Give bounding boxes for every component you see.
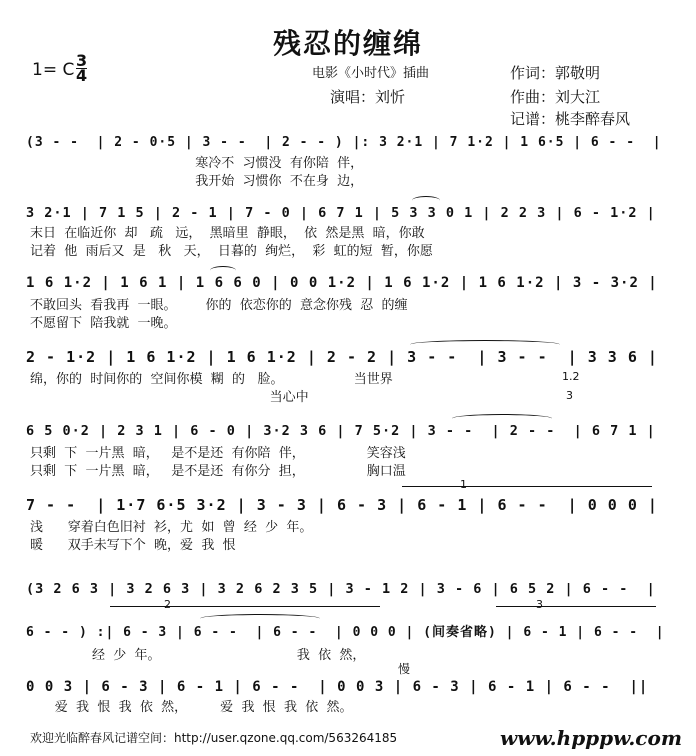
notation-row-8 [22,622,665,644]
notes: 6 5 0·2 | 2 3 1 | 6 - 0 | 3·2 3 6 | 7 5·2 | 3 - - | 2 - - | 6 7 1 | [26,423,656,439]
notation-row-3 [22,272,662,294]
lyric-line: 不愿留下 陪我就 一晚。 [30,316,177,331]
key-signature: 1= C [32,60,75,80]
lyric-line: 只剩 下 一片黑 暗， 是不是还 有你分 担， 胸口温 [30,464,406,479]
notation-row-7 [22,578,662,600]
subtitle: 电影《小时代》插曲 [312,66,430,81]
notes: 7 - - | 1·7 6·5 3·2 | 3 - 3 | 6 - 3 | 6 - 1 | 6 - - | 0 0 0 | [26,496,658,514]
composer: 作曲：刘大江 [510,88,601,106]
slur [412,196,440,205]
slur [210,266,236,275]
notation-row-2 [22,202,662,224]
lyric-line: 我开始 习惯你 不在身 边， [30,174,364,189]
watermark: www.hpppw.com [500,726,682,750]
lyric-line: 只剩 下 一片黑 暗， 是不是还 有你陪 伴， 笑容浅 [30,446,406,461]
lyric-line: 绵，你的 时间你的 空间你模 糊 的 脸。 当世界 [30,372,393,387]
notation-row-6 [22,494,662,516]
notes: (3 2 6 3 | 3 2 6 3 | 3 2 6 2 3 5 | 3 - 1 2 | 3 - 6 | 6 5 2 | 6 - - | [26,581,656,597]
lyric-line: 当心中 [30,390,309,405]
lyric-line: 不敢回头 看我再 一眼。 你的 依恋你的 意念你残 忍 的缠 [30,298,408,313]
tie [452,414,552,423]
song-title: 残忍的缠绵 [272,27,423,60]
time-bottom: 4 [76,66,88,85]
volta-bracket [496,606,656,607]
volta-number: 3 [536,598,543,611]
volta-bracket [110,606,380,607]
lyric-line: 寒冷不 习惯没 有你陪 伴， [30,156,364,171]
tempo-mark: 慢 [398,662,411,676]
lyric-line: 记着 他 雨后又 是 秋 天， 日暮的 绚烂， 彩 虹的短 暂，你愿 [30,244,433,259]
volta-number: 1 [460,478,467,491]
notes: 6 - - ) :| 6 - 3 | 6 - - | 6 - - | 0 0 0 | (间奏省略) | 6 - 1 | 6 - - | [26,625,665,640]
notation-row-4 [22,346,662,368]
lyric-line: 爱 我 恨 我 依 然， 爱 我 恨 我 依 然。 [30,700,353,715]
ending-marker: 1.2 [562,370,580,383]
volta-bracket [402,486,652,487]
notation-row-5 [22,420,662,442]
notation-row-1 [22,132,662,154]
notes: 3 2·1 | 7 1 5 | 2 - 1 | 7 - 0 | 6 7 1 | 5 3 3 0 1 | 2 2 3 | 6 - 1·2 | [26,205,656,221]
notation-row-9 [22,676,662,698]
notes: 1 6 1·2 | 1 6 1 | 1 6 6 0 | 0 0 1·2 | 1 6 1·2 | 1 6 1·2 | 3 - 3·2 | [26,275,658,291]
volta-number: 2 [164,598,171,611]
notes: 0 0 3 | 6 - 3 | 6 - 1 | 6 - - | 0 0 3 | 6 - 3 | 6 - 1 | 6 - - || [26,679,649,695]
time-signature [76,51,88,85]
tie [410,340,560,349]
lyricist: 作词：郭敬明 [510,64,601,82]
transcriber: 记谱：桃李醉春风 [510,110,631,128]
lyric-line: 暖 双手未写下个 晚，爱 我 恨 [30,538,236,553]
notes: 2 - 1·2 | 1 6 1·2 | 1 6 1·2 | 2 - 2 | 3 - - | 3 - - | 3 3 6 | [26,348,658,366]
time-top: 3 [76,51,88,70]
lyric-line: 浅 穿着白色旧衬 衫，尤 如 曾 经 少 年。 [30,520,313,535]
lyric-line: 末日 在临近你 却 疏 远， 黑暗里 静眼， 依 然是黑 暗，你敢 [30,226,425,241]
footer-text: 欢迎光临醉春风记谱空间：http://user.qzone.qq.com/563264185 [30,731,398,745]
notes: (3 - - | 2 - 0·5 | 3 - - | 2 - - ) |: 3 2·1 | 7 1·2 | 1 6·5 | 6 - - | [26,135,662,150]
lyric-line: 经 少 年。 我 依 然， [30,648,366,663]
ending-marker: 3 [566,389,573,402]
singer: 演唱：刘忻 [330,88,406,106]
